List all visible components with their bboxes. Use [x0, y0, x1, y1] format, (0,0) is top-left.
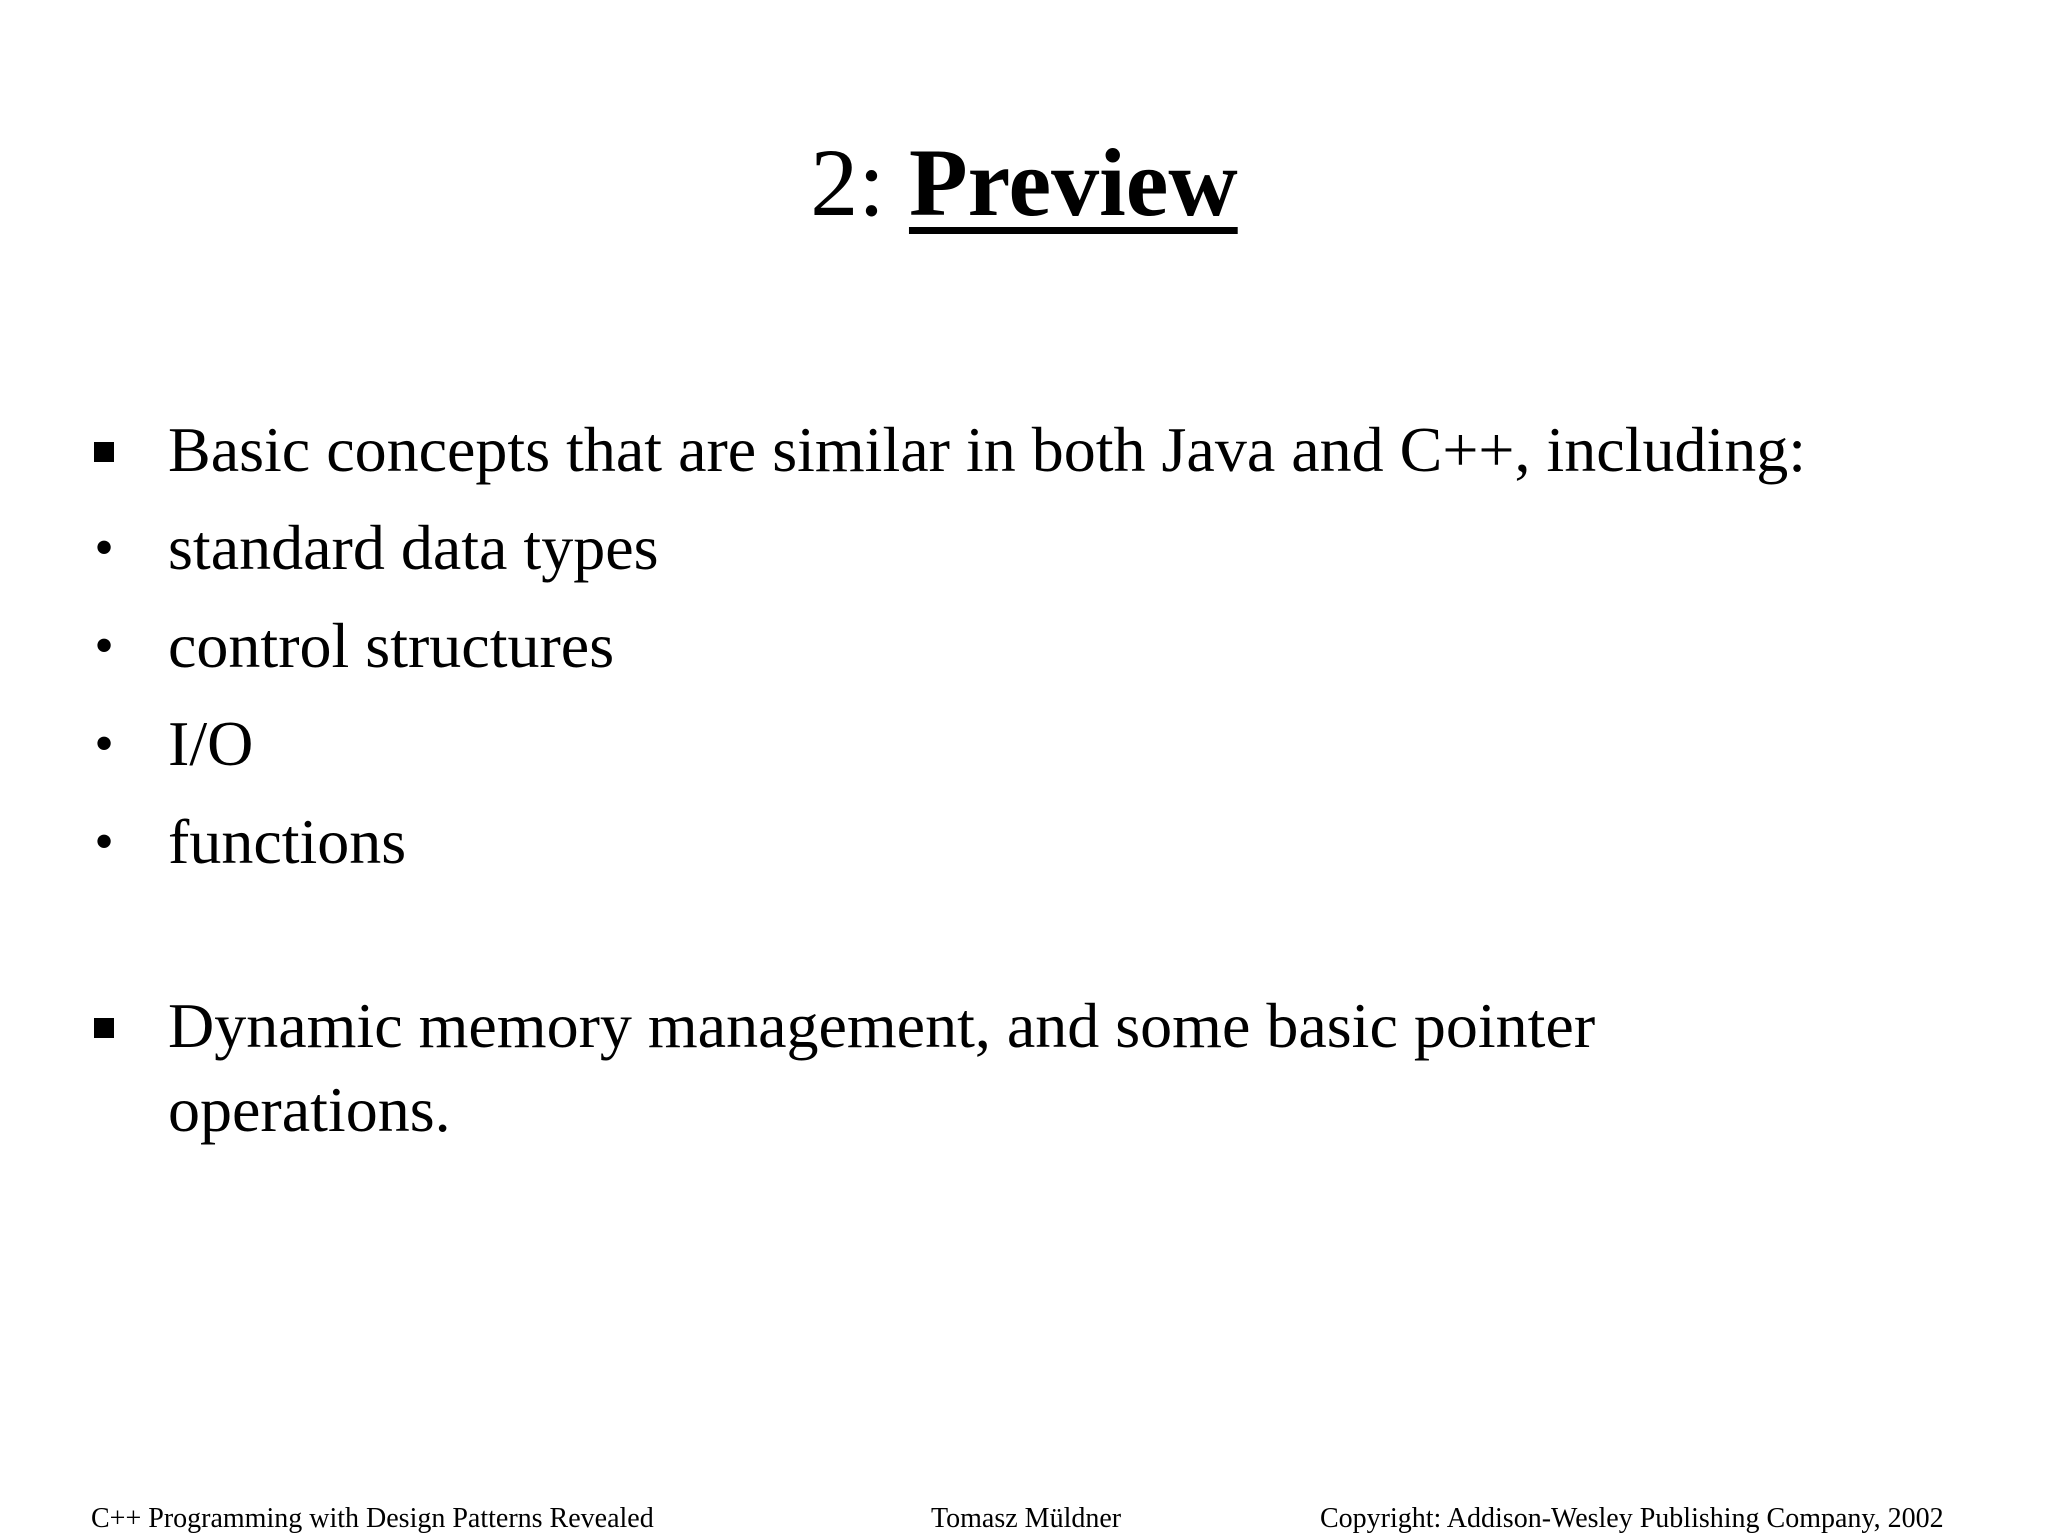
slide-number: 2: — [810, 129, 909, 236]
bullet-text: Basic concepts that are similar in both Java and C++, including: — [168, 414, 1807, 485]
bullet-text-line: Dynamic memory management, and some basic pointer — [168, 990, 1596, 1061]
slide-heading: Preview — [908, 129, 1238, 236]
bullet-text: control structures — [168, 610, 615, 681]
footer-author: Tomasz Müldner — [931, 1503, 1122, 1534]
footer-book-title: C++ Programming with Design Patterns Revealed — [91, 1503, 654, 1534]
bullet-text: functions — [168, 806, 407, 877]
round-bullet-icon: • — [94, 615, 114, 677]
bullet-text: standard data types — [168, 512, 659, 583]
bullet-text: I/O — [168, 708, 254, 779]
square-bullet-icon — [94, 1018, 114, 1038]
bullet-text-line: operations. — [168, 1074, 451, 1145]
round-bullet-icon: • — [94, 713, 114, 775]
round-bullet-icon: • — [94, 517, 114, 579]
square-bullet-icon — [94, 442, 114, 462]
footer-copyright: Copyright: Addison-Wesley Publishing Company, 2002 — [1320, 1503, 1944, 1534]
round-bullet-icon: • — [94, 811, 114, 873]
